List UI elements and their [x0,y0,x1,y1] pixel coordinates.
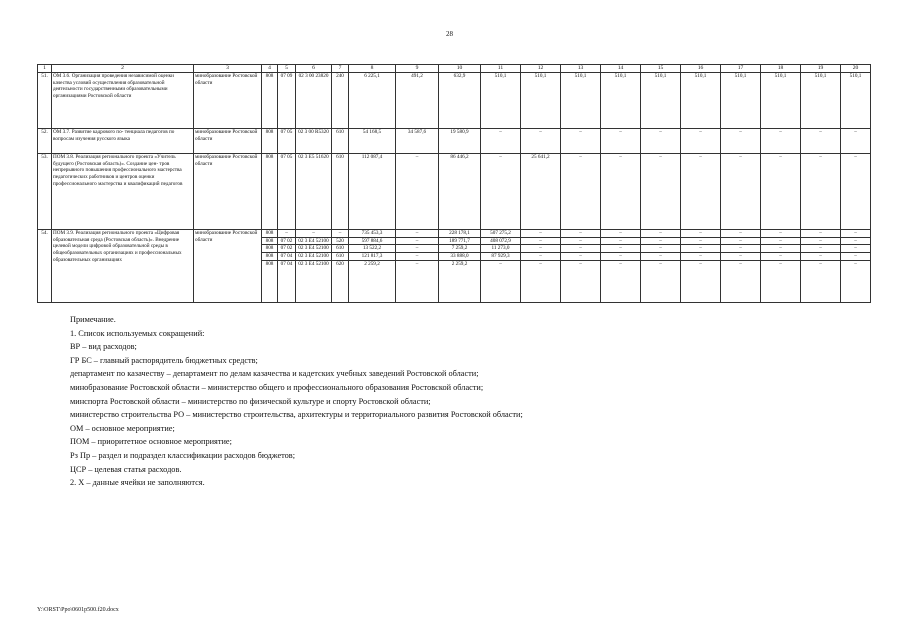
value-cell: – [481,260,521,302]
header-cell: 12 [521,65,561,73]
value-cell: – [761,154,801,230]
header-cell: 14 [601,65,641,73]
note-line: ВР – вид расходов; [70,342,137,352]
value-cell: – [761,129,801,154]
header-cell: 11 [481,65,521,73]
value-cell: 632,9 [439,73,481,129]
page-number: 28 [446,30,453,38]
value-cell: – [641,245,681,253]
value-cell: 07 05 [278,129,296,154]
value-cell: – [681,237,721,245]
value-cell: 7 259,2 [439,245,481,253]
value-cell: 07 04 [278,260,296,302]
value-cell: – [641,260,681,302]
value-cell: 33 888,0 [439,253,481,261]
value-cell: 112 087,4 [349,154,396,230]
value-cell: – [801,253,841,261]
header-cell: 9 [396,65,439,73]
value-cell: 228 178,1 [439,230,481,238]
header-cell: 1 [38,65,52,73]
value-cell: – [841,245,871,253]
value-cell: 510,1 [641,73,681,129]
value-cell: 610 [332,253,349,261]
note-line: министерство строительства РО – министерство строительства, архитектуры и территориального развития Ростовской области; [70,410,523,420]
value-cell: – [721,230,761,238]
value-cell: – [601,260,641,302]
value-cell: – [332,230,349,238]
value-cell: – [396,154,439,230]
value-cell: 02 3 00 R5320 [296,129,332,154]
value-cell: – [681,129,721,154]
value-cell: 02 3 E4 52100 [296,237,332,245]
value-cell: 510,1 [521,73,561,129]
value-cell: 07 04 [278,253,296,261]
measure-name: ПОМ 3.9. Реализация регионального проекта «Цифровая образовательная среда (Ростовская область)». Внедрение целевой модели цифровой образовательной среды в общеобразовательных организациях и профессиональных образовательных организациях [52,230,194,303]
value-cell: – [801,230,841,238]
value-cell: 02 3 E4 52100 [296,245,332,253]
value-cell: – [681,253,721,261]
value-cell: 2 259,2 [439,260,481,302]
value-cell: – [601,237,641,245]
value-cell: – [601,129,641,154]
value-cell: – [721,260,761,302]
value-cell: 610 [332,154,349,230]
value-cell: – [601,230,641,238]
table-row [38,73,871,129]
header-cell: 17 [721,65,761,73]
value-cell: – [721,237,761,245]
note-line: ОМ – основное мероприятие; [70,423,175,433]
value-cell: 510,1 [681,73,721,129]
value-cell: 6 225,1 [349,73,396,129]
value-cell: – [841,237,871,245]
value-cell: 808 [262,230,278,238]
value-cell: – [721,253,761,261]
header-cell: 3 [194,65,262,73]
value-cell: – [641,154,681,230]
value-cell: – [561,230,601,238]
value-cell: – [521,253,561,261]
value-cell: – [601,154,641,230]
value-cell: – [561,253,601,261]
value-cell: 510,1 [721,73,761,129]
value-cell: 34 587,6 [396,129,439,154]
value-cell: 02 3 E4 52100 [296,260,332,302]
note-line: 1. Список используемых сокращений: [70,328,205,338]
value-cell: 808 [262,245,278,253]
value-cell: – [801,245,841,253]
value-cell: 510,1 [481,73,521,129]
value-cell: – [681,154,721,230]
value-cell: 07 09 [278,73,296,129]
value-cell: – [481,129,521,154]
header-cell: 5 [278,65,296,73]
row-number: 52. [38,129,52,154]
value-cell: 520 [332,237,349,245]
value-cell: – [278,230,296,238]
value-cell: 54 168,5 [349,129,396,154]
value-cell: – [641,237,681,245]
value-cell: – [801,154,841,230]
value-cell: 808 [262,73,278,129]
value-cell: – [396,253,439,261]
value-cell: – [396,245,439,253]
value-cell: 610 [332,129,349,154]
notes-block [70,313,523,490]
header-cell: 8 [349,65,396,73]
value-cell: 510,1 [561,73,601,129]
value-cell: 25 641,2 [521,154,561,230]
executor: минобразование Ростовской области [194,129,262,154]
value-cell: – [296,230,332,238]
value-cell: – [681,245,721,253]
value-cell: 02 3 E5 51620 [296,154,332,230]
budget-table [37,64,871,303]
value-cell: – [561,260,601,302]
value-cell: – [396,260,439,302]
value-cell: – [681,230,721,238]
value-cell: – [561,154,601,230]
value-cell: 07 05 [278,154,296,230]
value-cell: – [521,245,561,253]
value-cell: – [396,230,439,238]
value-cell: 507 275,2 [481,230,521,238]
value-cell: 808 [262,237,278,245]
value-cell: – [801,260,841,302]
header-cell: 13 [561,65,601,73]
value-cell: – [561,245,601,253]
value-cell: – [721,245,761,253]
value-cell: – [841,260,871,302]
value-cell: 510,1 [841,73,871,129]
note-line: Примечание. [70,315,116,324]
value-cell: 808 [262,129,278,154]
value-cell: 02 3 00 23820 [296,73,332,129]
value-cell: – [561,129,601,154]
note-line: ЦСР – целевая статья расходов. [70,464,182,474]
value-cell: – [841,154,871,230]
row-number: 51. [38,73,52,129]
measure-name: ОМ 3.6. Организация проведения независимой оценки качества условий осуществления образовательной деятельности государственными образовательными организациями Ростовской области [52,73,194,129]
value-cell: 597 884,6 [349,237,396,245]
value-cell: – [681,260,721,302]
header-cell: 7 [332,65,349,73]
value-cell: 510,1 [761,73,801,129]
value-cell: – [481,154,521,230]
note-line: минспорта Ростовской области – министерство по физической культуре и спорту Ростовской области; [70,396,431,406]
value-cell: – [761,245,801,253]
executor: минобразование Ростовской области [194,154,262,230]
value-cell: 87 929,3 [481,253,521,261]
value-cell: – [521,230,561,238]
value-cell: 808 [262,260,278,302]
value-cell: – [521,260,561,302]
executor: минобразование Ростовской области [194,230,262,303]
value-cell: – [841,253,871,261]
note-line: ПОМ – приоритетное основное мероприятие; [70,437,232,447]
note-line: ГР БС – главный распорядитель бюджетных средств; [70,355,258,365]
value-cell: – [841,230,871,238]
header-cell: 10 [439,65,481,73]
value-cell: 07 02 [278,245,296,253]
value-cell: – [641,129,681,154]
note-line: минобразование Ростовской области – министерство общего и профессионального образования Ростовской области; [70,382,484,392]
value-cell: 610 [332,245,349,253]
value-cell: 240 [332,73,349,129]
value-cell: 808 [262,253,278,261]
value-cell: – [521,129,561,154]
value-cell: 510,1 [601,73,641,129]
row-number: 53. [38,154,52,230]
value-cell: – [641,230,681,238]
header-cell: 2 [52,65,194,73]
measure-name: ПОМ 3.8. Реализация регионального проекта «Учитель будущего (Ростовская область)». Создание цен- тров непрерывного повышения профессионального мастерства педагогических работников и центров оценки профессионального мастерства и квалификаций педагогов [52,154,194,230]
value-cell: 121 817,3 [349,253,396,261]
value-cell: 808 [262,154,278,230]
value-cell: – [396,237,439,245]
note-line: 2. Х – данные ячейки не заполняются. [70,478,205,488]
value-cell: – [761,253,801,261]
value-cell: – [561,237,601,245]
header-cell: 20 [841,65,871,73]
table-row [38,230,871,238]
header-cell: 16 [681,65,721,73]
value-cell: 189 771,7 [439,237,481,245]
header-cell: 4 [262,65,278,73]
value-cell: – [761,237,801,245]
value-cell: 13 522,2 [349,245,396,253]
value-cell: 408 072,9 [481,237,521,245]
footer-file-path: Y:\ORST\Ppo\0601p500.f20.docx [37,607,119,613]
value-cell: – [761,260,801,302]
header-cell: 18 [761,65,801,73]
value-cell: – [841,129,871,154]
value-cell: 07 02 [278,237,296,245]
header-cell: 15 [641,65,681,73]
value-cell: – [721,129,761,154]
value-cell: – [601,245,641,253]
value-cell: – [521,237,561,245]
value-cell: 2 259,2 [349,260,396,302]
value-cell: 620 [332,260,349,302]
executor: минобразование Ростовской области [194,73,262,129]
note-line: Рз Пр – раздел и подраздел классификации расходов бюджетов; [70,450,296,460]
table-row [38,129,871,154]
table-header-row [38,65,871,73]
value-cell: – [601,253,641,261]
value-cell: 510,1 [801,73,841,129]
value-cell: – [801,129,841,154]
value-cell: – [801,237,841,245]
value-cell: – [721,154,761,230]
value-cell: 735 453,3 [349,230,396,238]
note-line: департамент по казачеству – департамент по делам казачества и кадетских учебных заведений Ростовской области; [70,369,479,379]
value-cell: 11 273,0 [481,245,521,253]
header-cell: 6 [296,65,332,73]
table-row [38,154,871,230]
value-cell: 86 446,2 [439,154,481,230]
value-cell: – [761,230,801,238]
row-number: 54. [38,230,52,303]
value-cell: – [641,253,681,261]
measure-name: ОМ 3.7. Развитие кадрового по- тенциала педагогов по вопросам изучения русского языка [52,129,194,154]
value-cell: 491,2 [396,73,439,129]
value-cell: 02 3 E4 52100 [296,253,332,261]
value-cell: 19 580,9 [439,129,481,154]
header-cell: 19 [801,65,841,73]
